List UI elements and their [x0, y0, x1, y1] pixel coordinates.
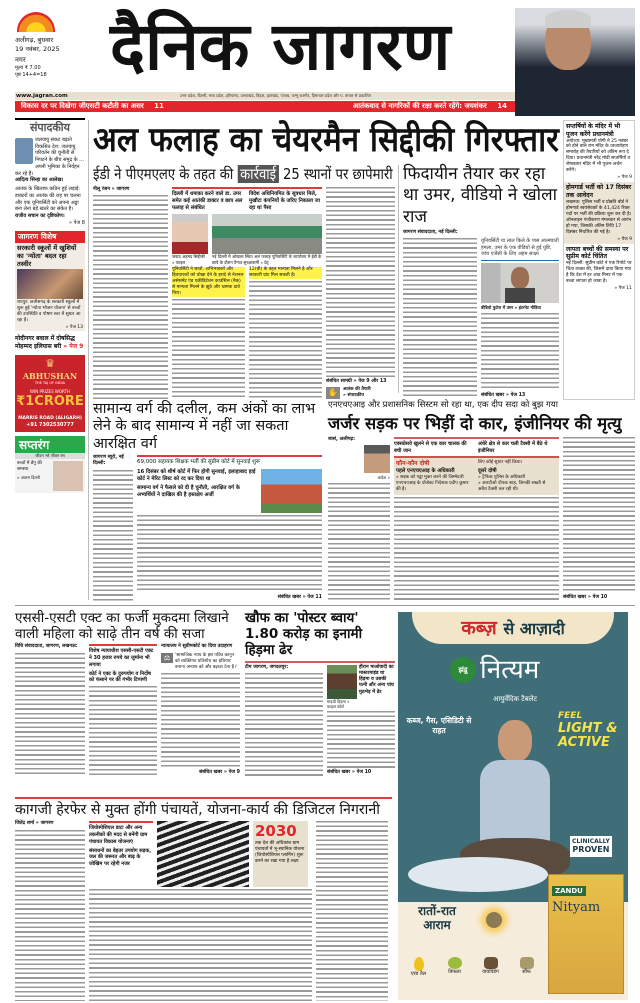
jaishankar-photo — [515, 8, 635, 116]
publication-states: उत्तर प्रदेश, दिल्ली, मध्य प्रदेश, हरियाणा, उत्तराखंड, बिहार, झारखंड, पंजाब, जम्मू कश्मीर, हिमाचल प्रदेश और प. बंगाल से प्रकाशित — [180, 93, 372, 98]
clinically-proven-badge — [570, 836, 612, 857]
brief-left-ref: » पेज 9 — [63, 343, 84, 351]
sidebar-body: नई दिल्ली: सुप्रीम कोर्ट ने एक रिपोर्ट पर चिंता व्यक्त की, जिसमें दावा किया गया है कि देश में हर आठ मिनट में एक बच्चा लापता हो जाता है। — [566, 261, 632, 285]
gavel-icon: ⚖ — [161, 653, 173, 663]
ingredient: एरंड तैल — [402, 957, 435, 978]
target-2030-box — [253, 821, 308, 887]
nityam-pack — [548, 874, 624, 994]
product-sub: आयुर्वेदिक टैबलेट — [493, 695, 538, 703]
photo-caption: नई दिल्ली में ओखला स्थित अल फलाह यूनिवर्सिटी के कार्यालय में ईडी के छापे के दौरान तैनात सुरक्षाकर्मी » प्रेट्र — [212, 254, 322, 265]
page-count: पृष्ठ 14+4=18 — [15, 71, 47, 78]
engineer-photo-caption: आदेश » — [377, 475, 390, 481]
lead-highlight-1: यूनिवर्सिटी ने छात्रों, अभिभावकों और हितधारकों को धोखा देने के इरादे से नेशनल असेसमेंट एंड एक्रीडिटेशन काउंसिल (नैक) से मान्यता मिलने के झूठे और भ्रामक दावे किए। — [172, 266, 244, 296]
pack-brand: ZANDU — [552, 886, 586, 896]
teaser-bar — [15, 101, 515, 112]
culprit-2-text-b: » आरटीओ दीपक शाह, जिनकी सख्ती से अवैध टैक्सी चल रही थी। — [478, 480, 546, 492]
seeds-icon — [484, 957, 498, 969]
banner-azadi: से आज़ादी — [503, 619, 565, 638]
teaser-right[interactable]: आतंकवाद से नागरिकों की रक्षा करते रहेंगे: जयशंकर — [352, 102, 487, 110]
jagran-vishesh — [15, 231, 85, 332]
sidebar-item[interactable] — [564, 182, 634, 243]
hand-icon: ✋ — [326, 387, 340, 399]
accident-headline[interactable]: जर्जर सड़क पर भिड़ीं दो कार, इंजीनियर की मृत्यु — [328, 414, 622, 434]
sidebar-body: अयोध्या: मुख्यमंत्री योगी ने 25 नवंबर को होने वाले राम मंदिर के ध्वजारोहण समारोह की तैयारियों को अंतिम रूप दे दिया। प्रधानमंत्री नरेंद्र मोदी सप्तर्षियों व शेषावतार मंदिर में भी पूजन-अर्चन करेंगे। — [566, 138, 631, 174]
lead-bullet-1: दिल्ली में धमाका करने वाले डा. उमर समेत कई आतंकी डाक्टर व छात्र अल फलाह से संबंधित — [172, 191, 243, 212]
ad-prize: ₹1CRORE — [16, 394, 84, 410]
abhushan-ad[interactable] — [15, 355, 85, 432]
ingredient: वायविडंग — [474, 957, 507, 978]
jagran-sun-logo — [17, 12, 55, 32]
panchayat-headline[interactable]: कागजी हेरफेर से मुक्त होंगी पंचायतें, योजना-कार्य की डिजिटल निगरानी — [15, 802, 380, 818]
ad-address: MARRIS ROAD (ALIGARH) — [18, 416, 82, 422]
brief-left-text: मोदीनगर बवाल में दोषसिद्ध मोहम्मद इलियास बरी — [15, 335, 75, 351]
fennel-icon — [520, 957, 534, 969]
reservation-ref[interactable]: संबंधित खबर » पेज 11 — [277, 594, 322, 600]
mini-ref: » संपादकीय — [343, 393, 364, 398]
saptrang-label: सप्तरंग — [15, 436, 85, 453]
lead-subhead — [93, 164, 393, 184]
scst-headline[interactable]: एससी-एसटी एक्ट का फर्जी मुकदमा लिखाने वाली महिला को साढ़े तीन वर्ष की सजा — [15, 610, 229, 643]
feel-text: FEEL — [558, 711, 583, 721]
hidma-ref[interactable]: संबंधित खबर » पेज 10 — [327, 769, 372, 775]
editorial-author-1: आदित्य सिन्हा का आलेख। — [15, 177, 64, 184]
engineer-photo — [364, 445, 390, 473]
scst-quote: 'सामाजिक न्याय के इस पवित्र कानून को व्यक्तिगत प्रतिशोध का हथियार बनाना अन्याय को और बढ़ावा देना है।' — [175, 652, 238, 670]
hidma-photo-caption: माड़वी हिड़मा » फाइल फोटो — [327, 698, 350, 709]
editorial-box — [15, 118, 85, 227]
lead-highlight-2: 12(बी) के तहत मान्यता मिलने है और सरकारी ग्रांट मिल सकती है। — [249, 267, 322, 279]
hidma-photo — [327, 665, 357, 699]
hidma-byline: टीम जागरण, जगदलपुर: — [245, 664, 289, 670]
culprit-1-text: » सड़क को गड्ढा मुक्त करने की जिम्मेदारी एनएचएआइ के प्रोजेक्ट निदेशक प्रदीप कुमार की है। — [396, 474, 469, 492]
culprit-2-text-a: » ट्रैफिक पुलिस के अधिकारी — [478, 475, 526, 480]
umar-photo-caption: वीडियो फुटेज में उमर » इंटरनेट मीडिया — [481, 305, 541, 311]
website-link[interactable]: www.jagran.com — [16, 93, 68, 99]
editorial-heading: संपादकीय — [29, 121, 71, 134]
sidebar-headline: लापता बच्चों की समस्या पर सुप्रीम कोर्ट चिंतित — [566, 245, 629, 261]
editorial-item-2[interactable]: आतंक के खिलाफ कठिन हुई लड़ाई: डाक्टरों का आतंक की राह पर चलना और एक यूनिवर्सिटी को अपना अड्डा बना लेना बड़े खतरे का संकेत है। — [15, 186, 81, 213]
lead-related-ref[interactable]: संबंधित सामग्री » पेज 9 और 13 — [326, 378, 387, 384]
reservation-bullet-1: 16 दिसंबर को शीर्ष कोर्ट में फिर होगी सुनवाई, इलाहाबाद हाई कोर्ट ने मेरिट लिस्ट को रद कर दिया था — [137, 468, 256, 482]
girl-photo — [53, 461, 83, 491]
saptrang-author: » आलम दिल्ली — [17, 474, 40, 480]
tet-box-title: 69,000 सहायक शिक्षक भर्ती की सुप्रीम कोर्ट में सुनवाई शुरू — [137, 459, 261, 466]
subhead-highlight: कार्रवाई — [237, 165, 278, 183]
badge-line-2: PROVEN — [572, 845, 610, 855]
ingredient: त्रिफला — [438, 957, 471, 978]
sidebar-ref: » पेज 9 — [617, 175, 632, 181]
terror-mini-box[interactable] — [326, 387, 395, 399]
scst-quote-title: न्यायालय ने सुप्रीमकोर्ट का दिया उदाहरण — [161, 644, 233, 650]
target-text: तक देश की अधिकांश ग्राम पंचायतों में भू-स्थानिक योजना (जियोस्पेशियल प्लानिंग) शुरू करने का रखा गया है लक्ष्य — [255, 840, 305, 864]
saptrang-box[interactable] — [15, 436, 85, 493]
mini-label: आतंक की तैयारी — [343, 387, 371, 393]
reservation-bullet-2: सामान्य वर्ग ने फैसले को दी है चुनौती, आरक्षित वर्ग के अभ्यर्थियों ने दाखिल की है हस्तक्षेप अर्जी — [137, 484, 240, 498]
fidayeen-byline: जागरण संवाददाता, नई दिल्ली: — [403, 229, 458, 235]
price: मूल्य ₹ 7.00 — [15, 64, 41, 71]
sidebar-ref: » पेज 11 — [614, 286, 632, 291]
panchayat-byline: जितेंद्र शर्मा » जागरण — [15, 821, 54, 827]
culprit-2-heading: दूसरे दोषी — [478, 468, 497, 475]
scst-byline: विधि संवाददाता, जागरण, लखनऊ: — [15, 644, 78, 650]
crown-icon: ♛ — [45, 356, 55, 370]
teaser-left[interactable]: विकास दर पर दिखेगा जीएसटी कटौती का असर — [21, 102, 144, 110]
subhead-pre: ईडी ने पीएमएलए के तहत की — [93, 165, 234, 183]
ad-banner — [412, 612, 614, 644]
fidayeen-pullquote: यूनिवर्सिटी या लाल किले के पास आत्मघाती हमला, उमर के एक वीडियो से हुई पुष्टि, जांच एजेंसी के लिए अहम साक्ष्य — [481, 238, 559, 261]
right-sidebar — [563, 120, 635, 400]
vishesh-headline[interactable]: सरकारी स्कूलों में खुशियों का 'न्योता' बदल रहा तस्वीर — [17, 243, 77, 268]
portrait-caption: जवाद अहमद सिद्दीकी » फाइल — [172, 254, 205, 265]
lead-headline[interactable]: अल फलाह का चेयरमैन सिद्दीकी गिरफ्तार — [93, 120, 559, 160]
culprits-box — [394, 456, 559, 494]
hidma-headline[interactable]: खौफ का 'पोस्टर ब्वाय' 1.80 करोड़ का इनामी हिड़मा ढेर — [245, 610, 363, 659]
accident-kicker: एनएचएआइ और प्रशासनिक सिस्टम सो रहा था, एक दीप सदा को बुझ गया — [328, 400, 558, 410]
saptrang-sub: जीवन भरे जीवन रस — [15, 453, 85, 459]
school-children-photo — [17, 269, 83, 299]
dateline-city: अलीगढ़, बुधवार — [15, 36, 54, 44]
night-relief: रातों-रात आराम — [418, 904, 456, 933]
brief-left[interactable] — [15, 335, 85, 351]
newspaper-title: दैनिक जागरण — [110, 8, 451, 85]
nityam-ad[interactable] — [398, 612, 628, 1000]
sidebar-body: लखनऊ: पुलिस भर्ती व प्रोन्नति बोर्ड ने होमगार्ड स्वयंसेवकों के 41,424 रिक्त पदों पर भर्ती की प्रक्रिया शुरू कर दी है। ऑनलाइन पंजीकरण मंगलवार से आरंभ हो गया, जिसकी अंतिम तिथि 17 दिसंबर निर्धारित की गई है। — [566, 199, 632, 235]
sidebar-ref: » पेज 9 — [617, 236, 632, 242]
ad-phone: +91 7302530777 — [26, 421, 74, 428]
sun-pill-icon — [486, 912, 502, 928]
teaser-left-page: 11 — [154, 102, 164, 110]
product-name: नित्यम — [480, 655, 540, 685]
saptrang-teaser: बच्चों में डेंगू की समस्या — [17, 461, 42, 473]
teaser-right-page: 14 — [497, 102, 507, 110]
culprit-continued: लिए कोई सुधार नहीं किया। — [478, 460, 523, 466]
fidayeen-ref[interactable]: संबंधित खबर » पेज 13 — [481, 392, 526, 398]
keyboard-photo — [157, 821, 249, 887]
target-year: 2030 — [255, 822, 297, 841]
sidebar-headline: होमगार्ड भर्ती को 17 दिसंबर तक आवेदन — [566, 184, 632, 200]
ed-raid-photo — [212, 214, 322, 254]
editorial-page-ref: » पेज 8 — [69, 219, 85, 226]
sidebar-item[interactable] — [564, 244, 634, 293]
culprit-1-heading: पहले एनएचएआइ के अधिकारी — [396, 468, 455, 475]
lead-byline: नीलू रंजन » जागरण — [93, 187, 130, 192]
panchayat-bullet-1: जियोस्पेशियल डाटा और अन्य तकनीकों की मदद से बनेंगी ग्राम पंचायत विकास योजनाएं — [89, 825, 148, 845]
ingredient: सौंफ — [510, 957, 543, 978]
reservation-headline[interactable]: सामान्य वर्ग की दलील, कम अंकों का लाभ लेने के बाद सामान्य में नहीं जा सकता आरक्षित वर्ग — [93, 401, 316, 452]
umar-video-photo — [481, 263, 559, 303]
vishesh-label: जागरण विशेष — [15, 231, 85, 243]
hidma-side: हौरान माओवादी का मास्टरमाइंड था हिड़मा व उसकी पत्नी और अन्य पांच मुठभेड़ में ढेर — [359, 664, 394, 695]
accident-ref[interactable]: संबंधित खबर » पेज 10 — [563, 594, 608, 600]
ad-prize-line: WIN PRIZES WORTH — [30, 389, 70, 395]
edition: नगर — [15, 55, 26, 64]
subhead-post: 25 स्थानों पर छापेमारी — [282, 165, 393, 183]
supreme-court-photo — [261, 469, 322, 513]
editorial-author-2: राजीव सचान का दृष्टिकोण। — [15, 213, 65, 220]
reservation-byline: जागरण ब्यूरो, नई दिल्ली: — [93, 455, 124, 467]
fidayeen-headline[interactable]: फिदायीन तैयार कर रहा था उमर, वीडियो ने खोला राज — [403, 164, 558, 227]
banner-kabj: कब्ज़ — [461, 617, 497, 639]
scst-bullet-2: कोर्ट ने एक्ट के दुरुपयोग व निर्दोष को फंसाने पर की गंभीर टिप्पणी — [89, 670, 151, 684]
zandu-mark: झंडू — [450, 657, 476, 683]
cloud — [408, 857, 548, 892]
dateline-date: 19 नवंबर, 2025 — [15, 44, 60, 53]
vishesh-caption: रायपुर: छत्तीसगढ़ के सरकारी स्कूलों में शुरू हुई 'न्योता भोजन योजना' से बच्चों की उपस्थिति व पोषण स्तर में सुधार आ रहा है। — [17, 299, 81, 323]
ad-brand: ABHUSHAN — [22, 370, 78, 381]
panchayat-bullet-2: संसाधनों का बेहतर उपयोग सड़क, जल की जरूरत और बाढ़ के जोखिम पर रहेगी नजर — [89, 847, 152, 868]
scst-bullet-1: विशेष न्यायाधीश एससी-एसटी एक्ट ने 30 हजार रुपये का जुर्माना भी लगाया — [89, 648, 154, 668]
accident-byline: जासं, अलीगढ़: — [328, 436, 356, 442]
accident-bullet-2: अंधेरे क्षेत्र से कार चली टैक्सी में बैठे थे इंजीनियर — [478, 440, 548, 454]
badge-line-1: CLINICALLY — [572, 838, 610, 845]
siddiqui-portrait — [172, 214, 208, 254]
scst-ref[interactable]: संबंधित खबर » पेज 9 — [199, 769, 240, 775]
ad-claim: कब्ज, गैस, एसिडिटी से राहत — [406, 716, 472, 735]
light-text: LIGHT & — [558, 720, 618, 736]
culprits-title: कौन-कौन दोषी — [396, 460, 430, 468]
fruit-icon — [448, 957, 462, 969]
sidebar-item[interactable] — [564, 121, 634, 182]
accident-bullet-1: एक्सप्रेसवे खुलने से एक कार चालक की बची जान — [394, 440, 467, 454]
active-text: ACTIVE — [558, 735, 610, 751]
pack-name: Nityam — [552, 900, 601, 915]
sidebar-headline: सप्तर्षियों के मंदिर में भी पूजन करेंगे प्रधानमंत्री — [566, 123, 621, 138]
lead-bullet-2: विदेश अधिनियमित के सूत्रधार मिले, मुखौटा कंपनियों के जरिए निकाला जा रहा था पैसा — [249, 191, 320, 212]
oil-drop-icon — [414, 957, 424, 971]
ad-tagline: THE TAJ OF INDIA — [34, 380, 66, 385]
vishesh-page-ref: » पेज 13 — [65, 325, 83, 331]
editorial-item-1[interactable]: जलवायु संकट बढ़ाते विकसित देश: जलवायु परिवर्तन की चुनौती से निपटने के बीच समुद्र के ... अपनी भूमिका के निर्वहन कर रहे हैं। — [15, 136, 84, 177]
columnist-photo — [15, 138, 33, 164]
